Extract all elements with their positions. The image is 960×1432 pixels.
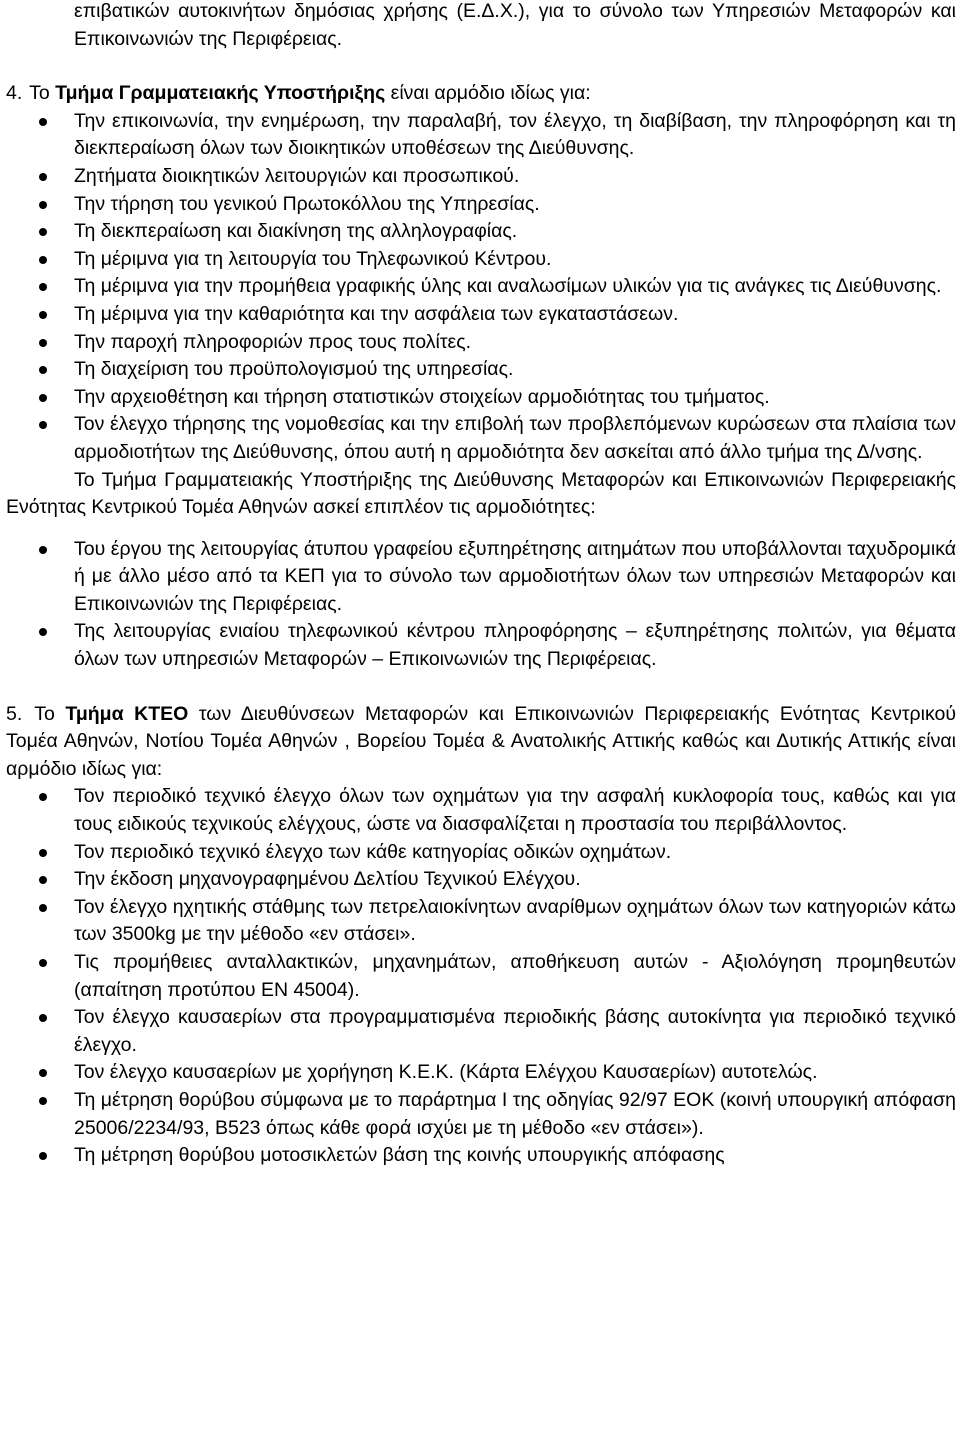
section-4-duties-list: [6, 108, 956, 467]
bullet-icon: [39, 793, 47, 801]
bullet-icon: [39, 1152, 47, 1160]
list-item: Τον περιοδικό τεχνικό έλεγχο των κάθε κατηγορίας οδικών οχημάτων.: [6, 839, 956, 867]
section-5-number: 5.: [6, 702, 23, 725]
list-item: Τη μέριμνα για την προμήθεια γραφικής ύλης και αναλωσίμων υλικών για τις ανάγκες τις Διεύθυνσης.: [6, 273, 956, 301]
list-item: Ζητήματα διοικητικών λειτουργιών και προσωπικού.: [6, 163, 956, 191]
section-5-department-name: Τμήμα ΚΤΕΟ: [65, 702, 189, 725]
list-item: Τον έλεγχο καυσαερίων με χορήγηση Κ.Ε.Κ. (Κάρτα Ελέγχου Καυσαερίων) αυτοτελώς.: [6, 1059, 956, 1087]
list-item: Του έργου της λειτουργίας άτυπου γραφείου εξυπηρέτησης αιτημάτων που υποβάλλονται ταχυδρομικά ή με άλλο μέσο από τα ΚΕΠ για το σύνολο των αρμοδιοτήτων όλων των υπηρεσιών Μεταφορών και Επικοινωνιών της Περιφέρειας.: [6, 536, 956, 619]
list-item: Τη μέριμνα για τη λειτουργία του Τηλεφωνικού Κέντρου.: [6, 246, 956, 274]
list-item: Την τήρηση του γενικού Πρωτοκόλλου της Υπηρεσίας.: [6, 191, 956, 219]
bullet-icon: [39, 546, 47, 554]
document-body: [6, 0, 956, 1170]
bullet-icon: [39, 1097, 47, 1105]
bullet-icon: [39, 959, 47, 967]
bullet-icon: [39, 1014, 47, 1022]
bullet-icon: [39, 173, 47, 181]
continuation-paragraph: επιβατικών αυτοκινήτων δημόσιας χρήσης (Ε.Δ.Χ.), για το σύνολο των Υπηρεσιών Μεταφορών και Επικοινωνιών της Περιφέρειας.: [74, 0, 956, 50]
bullet-icon: [39, 904, 47, 912]
section-4-heading: 4. Το Τμήμα Γραμματειακής Υποστήριξης είναι αρμόδιο ιδίως για:: [6, 80, 956, 108]
list-item: Τη διαχείριση του προϋπολογισμού της υπηρεσίας.: [6, 356, 956, 384]
section-4-number: 4.: [6, 82, 23, 105]
list-item: Τη διεκπεραίωση και διακίνηση της αλληλογραφίας.: [6, 218, 956, 246]
section-5-duties-list: [6, 783, 956, 1169]
bullet-icon: [39, 118, 47, 126]
list-item: Την αρχειοθέτηση και τήρηση στατιστικών στοιχείων αρμοδιότητας του τμήματος.: [6, 384, 956, 412]
list-item: Τη μέτρηση θορύβου σύμφωνα με το παράρτημα Ι της οδηγίας 92/97 ΕΟΚ (κοινή υπουργική απόφαση 25006/2234/93, Β523 όπως κάθε φορά ισχύει με τη μέθοδο «εν στάσει»).: [6, 1087, 956, 1142]
section-5-heading: 5. Το Τμήμα ΚΤΕΟ των Διευθύνσεων Μεταφορών και Επικοινωνιών Περιφερειακής Ενότητας Κεντρικού Τομέα Αθηνών, Νοτίου Τομέα Αθηνών , Βορείου Τομέα & Ανατολικής Αττικής καθώς και Δυτικής Αττικής είναι αρμόδιο ιδίως για:: [6, 702, 956, 780]
bullet-icon: [39, 201, 47, 209]
bullet-icon: [39, 1069, 47, 1077]
bullet-icon: [39, 228, 47, 236]
bullet-icon: [39, 849, 47, 857]
list-item: Τη μέτρηση θορύβου μοτοσικλετών βάση της κοινής υπουργικής απόφασης: [6, 1142, 956, 1170]
list-item: Τον έλεγχο ηχητικής στάθμης των πετρελαιοκίνητων αναρίθμων οχημάτων όλων των κατηγοριών κάτω των 3500kg με την μέθοδο «εν στάσει».: [6, 894, 956, 949]
bullet-icon: [39, 876, 47, 884]
list-item: Τον περιοδικό τεχνικό έλεγχο όλων των οχημάτων για την ασφαλή κυκλοφορία τους, καθώς και για τους ειδικούς τεχνικούς ελέγχους, ώστε να διασφαλίζεται η προστασία του περιβάλλοντος.: [6, 783, 956, 838]
bullet-icon: [39, 339, 47, 347]
list-item: Τη μέριμνα για την καθαριότητα και την ασφάλεια των εγκαταστάσεων.: [6, 301, 956, 329]
bullet-icon: [39, 366, 47, 374]
section-4-extra-duties-list: [6, 536, 956, 674]
section-4-department-name: Τμήμα Γραμματειακής Υποστήριξης: [55, 82, 386, 105]
list-item: Τον έλεγχο τήρησης της νομοθεσίας και την επιβολή των προβλεπόμενων κυρώσεων στα πλαίσια των αρμοδιοτήτων της Διεύθυνσης, όπου αυτή η αρμοδιότητα δεν ασκείται από άλλο τμήμα της Δ/νσης.: [6, 411, 956, 466]
bullet-icon: [39, 283, 47, 291]
bullet-icon: [39, 628, 47, 636]
list-item: Την παροχή πληροφοριών προς τους πολίτες.: [6, 329, 956, 357]
list-item: Την επικοινωνία, την ενημέρωση, την παραλαβή, τον έλεγχο, τη διαβίβαση, την πληροφόρηση και τη διεκπεραίωση όλων των διοικητικών υποθέσεων της Διεύθυνσης.: [6, 108, 956, 163]
list-item: Τις προμήθειες ανταλλακτικών, μηχανημάτων, αποθήκευση αυτών - Αξιολόγηση προμηθευτών (απαίτηση προτύπου ΕΝ 45004).: [6, 949, 956, 1004]
section-4-extra-paragraph: Το Τμήμα Γραμματειακής Υποστήριξης της Διεύθυνσης Μεταφορών και Επικοινωνιών Περιφερειακής Ενότητας Κεντρικού Τομέα Αθηνών ασκεί επιπλέον τις αρμοδιότητες:: [6, 468, 956, 519]
list-item: Την έκδοση μηχανογραφημένου Δελτίου Τεχνικού Ελέγχου.: [6, 866, 956, 894]
bullet-icon: [39, 256, 47, 264]
bullet-icon: [39, 311, 47, 319]
list-item: Τον έλεγχο καυσαερίων στα προγραμματισμένα περιοδικής βάσης αυτοκίνητα για περιοδικό τεχνικό έλεγχο.: [6, 1004, 956, 1059]
bullet-icon: [39, 394, 47, 402]
bullet-icon: [39, 421, 47, 429]
list-item: Της λειτουργίας ενιαίου τηλεφωνικού κέντρου πληροφόρησης – εξυπηρέτησης πολιτών, για θέματα όλων των υπηρεσιών Μεταφορών – Επικοινωνιών της Περιφέρειας.: [6, 618, 956, 673]
